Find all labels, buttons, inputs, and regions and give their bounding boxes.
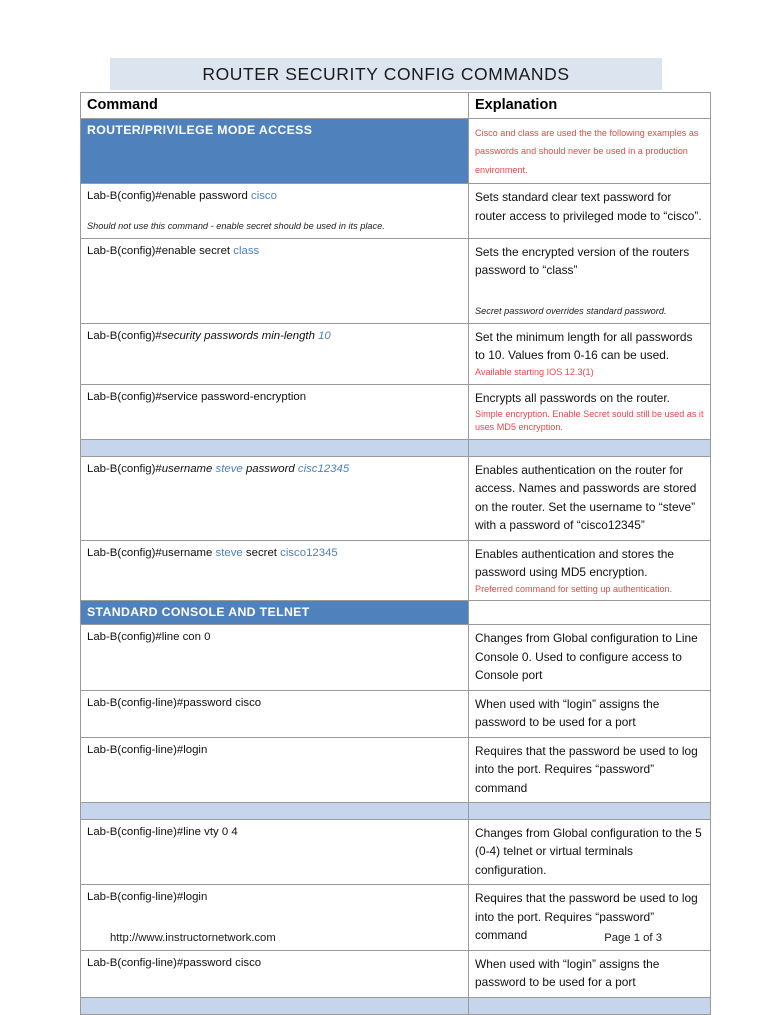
table-row (81, 690, 711, 737)
explanation-cell: When used with “login” assigns the password to be used for a port (469, 690, 711, 737)
table-row (81, 184, 711, 238)
page-footer (110, 932, 662, 944)
command-mid-text: secret (242, 546, 281, 559)
command-italic-text: username (161, 462, 216, 475)
table-header-row (81, 93, 711, 119)
explanation-cell (469, 384, 711, 439)
command-keyword: 10 (318, 329, 331, 342)
table-row (81, 384, 711, 439)
command-prompt-text: Lab-B(config)# (87, 329, 162, 342)
command-keyword-username: steve (215, 462, 243, 475)
footer-page-number: Page 1 of 3 (604, 932, 662, 944)
section-header-row (81, 119, 711, 184)
explanation-text: Enables authentication and stores the password using MD5 encryption. (475, 546, 674, 580)
table-row (81, 238, 711, 323)
command-italic-text-2: password (242, 462, 298, 475)
command-cell-line-login: Lab-B(config-line)#login (81, 737, 469, 802)
command-keyword-password: cisc12345 (297, 462, 350, 475)
table-row (81, 737, 711, 802)
command-italic-text: security passwords min-length (161, 329, 319, 342)
command-prompt-text: Lab-B(config)# (87, 462, 162, 475)
spacer-cell-explanation (469, 439, 711, 456)
spacer-row (81, 439, 711, 456)
router-security-commands-table (80, 92, 711, 1015)
command-keyword: class (233, 244, 260, 257)
command-note-italic: Should not use this command - enable secret should be used in its place. (87, 220, 385, 231)
explanation-note-red: Preferred command for setting up authentication. (475, 583, 673, 594)
command-prompt-text: Lab-B(config)#service password-encryption (87, 390, 307, 403)
section-header-note-cell (469, 119, 711, 184)
table-row (81, 456, 711, 540)
command-cell-enable-secret (81, 238, 469, 323)
explanation-note-red: Simple encryption. Enable Secret sould still be used as it uses MD5 encryption. (475, 408, 704, 432)
command-keyword-secret: cisco12345 (280, 546, 338, 559)
explanation-cell: Requires that the password be used to log into the port. Requires “password” command (469, 737, 711, 802)
spacer-cell-command (81, 997, 469, 1014)
footer-url[interactable]: http://www.instructornetwork.com (110, 932, 276, 944)
spacer-row (81, 803, 711, 820)
command-cell-service-password-encryption (81, 384, 469, 439)
command-cell-username-password (81, 456, 469, 540)
explanation-cell (469, 540, 711, 601)
command-cell-line-con-0: Lab-B(config)#line con 0 (81, 625, 469, 690)
spacer-cell-command (81, 439, 469, 456)
explanation-cell: Sets standard clear text password for router access to privileged mode to “cisco”. (469, 184, 711, 238)
document-title-banner (110, 58, 662, 90)
spacer-cell-command (81, 803, 469, 820)
section-header-router-privilege-mode-access: ROUTER/PRIVILEGE MODE ACCESS (81, 119, 469, 184)
command-keyword-username: steve (215, 546, 243, 559)
command-cell-line-password: Lab-B(config-line)#password cisco (81, 690, 469, 737)
command-cell-username-secret (81, 540, 469, 601)
command-prompt-text: Lab-B(config)#enable password (87, 190, 251, 203)
table-row (81, 540, 711, 601)
section-header-row (81, 601, 711, 625)
explanation-cell: When used with “login” assigns the password to be used for a port (469, 950, 711, 997)
table-row (81, 950, 711, 997)
command-cell-vty-password: Lab-B(config-line)#password cisco (81, 950, 469, 997)
command-cell-security-passwords-min-length (81, 323, 469, 384)
explanation-cell: Changes from Global configuration to the 5 (0-4) telnet or virtual terminals configuration. (469, 820, 711, 885)
explanation-text: Encrypts all passwords on the router. (475, 390, 670, 405)
explanation-text: Set the minimum length for all passwords to 10. Values from 0-16 can be used. (475, 329, 693, 363)
explanation-text: Sets the encrypted version of the routers password to “class” (475, 244, 690, 278)
command-prompt-text: Lab-B(config)#enable secret (87, 244, 234, 257)
explanation-cell (469, 323, 711, 384)
explanation-cell: Enables authentication on the router for access. Names and passwords are stored on the router. Set the username to “steve” with a password of “cisco12345” (469, 456, 711, 540)
command-cell-enable-password (81, 184, 469, 238)
section-note-text: Cisco and class are used the the following examples as passwords and should never be used in a production environment. (475, 128, 699, 175)
explanation-note-italic: Secret password overrides standard password. (475, 305, 667, 316)
section-header-standard-console-and-telnet: STANDARD CONSOLE AND TELNET (81, 601, 469, 625)
section-header-blank-cell (469, 601, 711, 625)
column-header-command: Command (81, 93, 469, 119)
explanation-cell: Changes from Global configuration to Line Console 0. Used to configure access to Console port (469, 625, 711, 690)
command-keyword: cisco (251, 190, 277, 203)
table-row (81, 625, 711, 690)
command-prompt-text: Lab-B(config)#username (87, 546, 216, 559)
table-row (81, 323, 711, 384)
explanation-cell: Requires that the password be used to log into the port. Requires “password” command (469, 885, 711, 950)
page-title: ROUTER SECURITY CONFIG COMMANDS (202, 63, 570, 84)
explanation-cell (469, 238, 711, 323)
spacer-cell-explanation (469, 803, 711, 820)
table-row (81, 820, 711, 885)
spacer-cell-explanation (469, 997, 711, 1014)
spacer-row (81, 997, 711, 1014)
command-cell-line-vty: Lab-B(config-line)#line vty 0 4 (81, 820, 469, 885)
explanation-note-red: Available starting IOS 12.3(1) (475, 366, 594, 377)
column-header-explanation: Explanation (469, 93, 711, 119)
command-cell-vty-login: Lab-B(config-line)#login (81, 885, 469, 950)
